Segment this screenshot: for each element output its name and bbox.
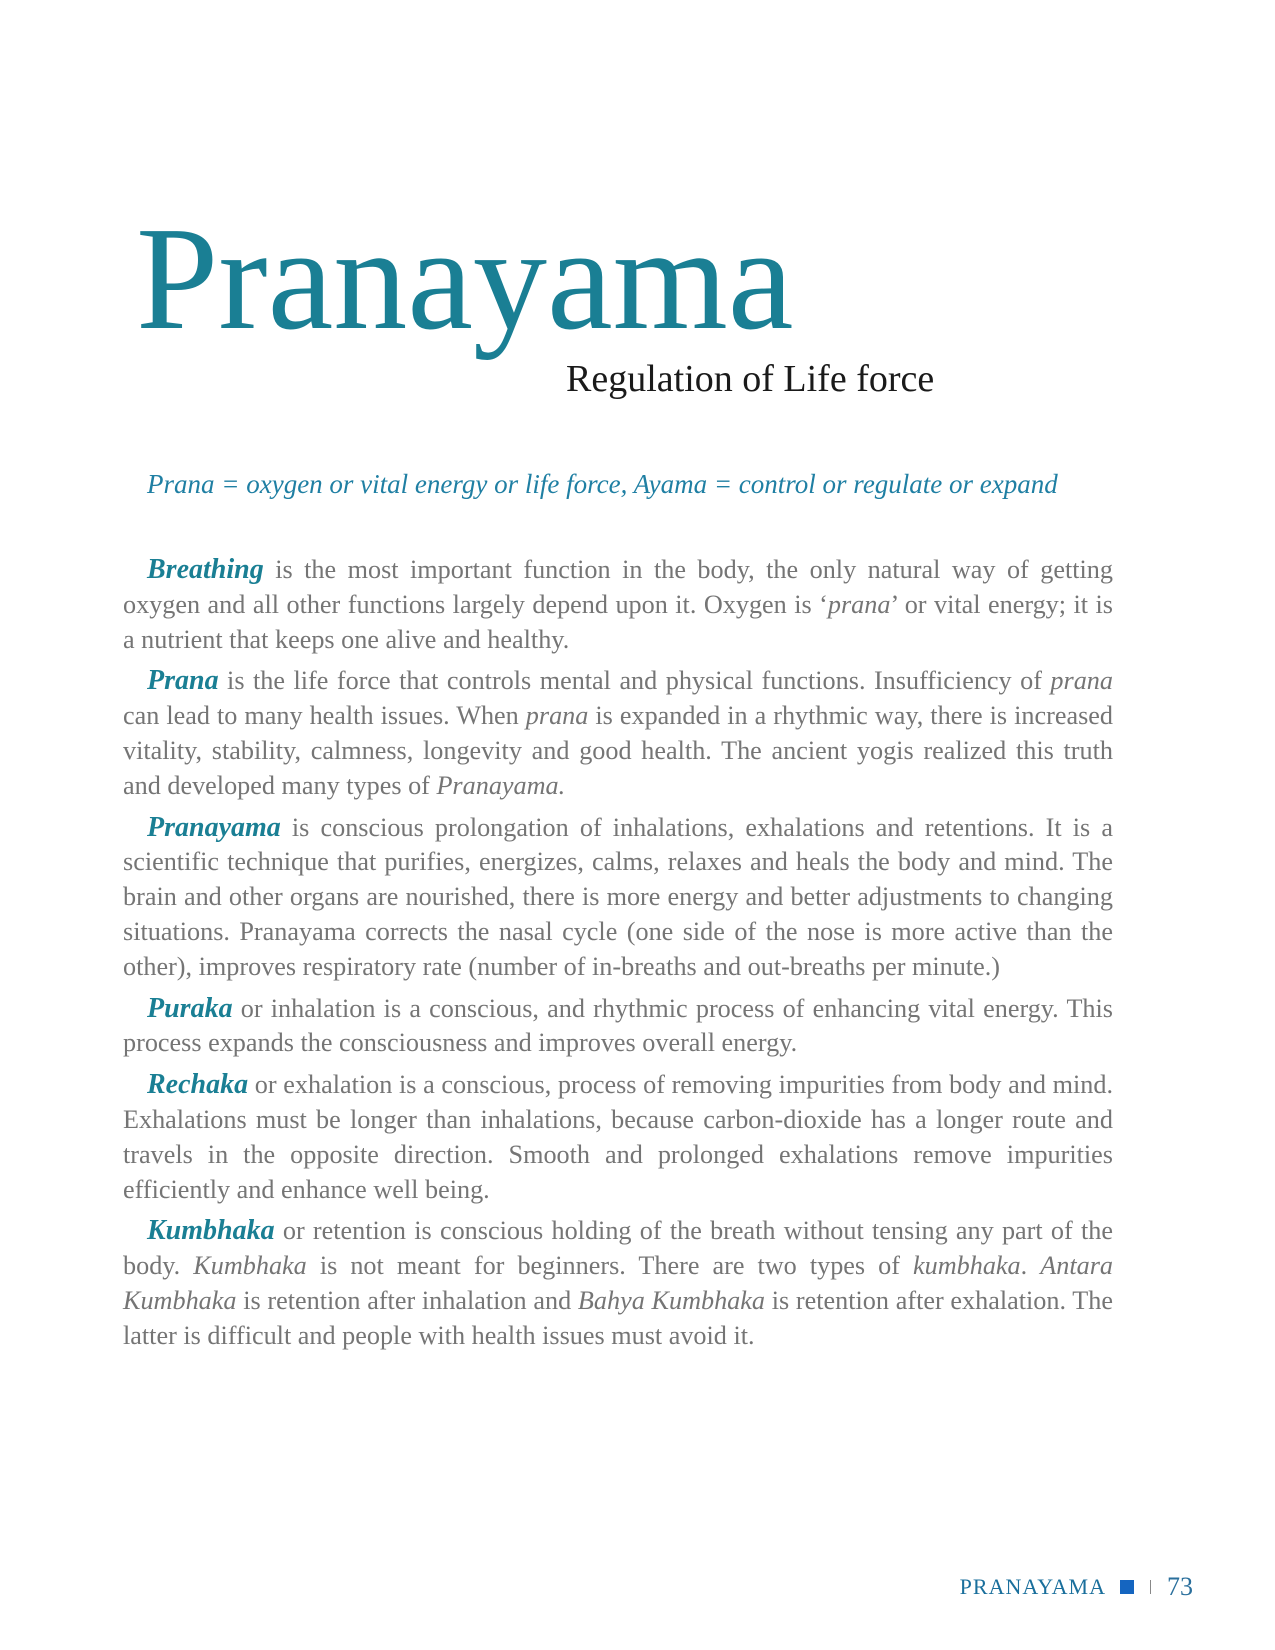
- paragraph-pranayama: [123, 811, 1113, 985]
- italic-segment: Pranayama.: [436, 770, 566, 800]
- footer-section-label: PRANAYAMA: [959, 1574, 1106, 1599]
- square-marker-icon: [1120, 1580, 1134, 1594]
- text-segment: can lead to many health issues. When: [123, 701, 526, 731]
- page-subtitle: Regulation of Life force: [566, 358, 935, 400]
- text-segment: or retention is conscious holding of the breath without tensing any part of the body.: [123, 1216, 1113, 1281]
- text-segment: ’ or vital energy; it is a nutrient that keeps one alive and healthy.: [123, 589, 1113, 654]
- text-segment: is the most important function in the body, the only natural way of getting oxygen and all other functions largely depend upon it. Oxygen is ‘: [123, 555, 1113, 619]
- italic-segment: prana: [525, 701, 589, 731]
- italic-segment: Kumbhaka: [193, 1251, 307, 1281]
- italic-segment: prana: [1050, 666, 1113, 696]
- text-segment: or inhalation is a conscious, and rhythmic process of enhancing vital energy. This process expands the consciousness and improves overall energy.: [123, 993, 1113, 1058]
- text-segment: or exhalation is a conscious, process of removing impurities from body and mind. Exhalations must be longer than inhalations, because carbon-dioxide has a longer route and travels in the opposite direction. Smooth and prolonged exhalations remove impurities efficiently and enhance well being.: [123, 1070, 1113, 1204]
- footer-divider: [1150, 1580, 1151, 1594]
- italic-segment: kumbhaka: [913, 1251, 1021, 1281]
- term-kumbhaka: Kumbhaka: [147, 1215, 275, 1247]
- paragraph-kumbhaka: [123, 1214, 1113, 1353]
- term-rechaka: Rechaka: [147, 1069, 249, 1101]
- italic-segment: prana: [827, 589, 891, 619]
- text-segment: is retention after inhalation and: [236, 1285, 578, 1315]
- term-pranayama: Pranayama: [147, 811, 281, 843]
- text-segment: is expanded in a rhythmic way, there is increased vitality, stability, calmness, longevity and good health. The ancient yogis realized this truth and developed many types of: [123, 701, 1113, 800]
- paragraph-rechaka: [123, 1068, 1113, 1207]
- italic-segment: Antara Kumbhaka: [123, 1251, 1113, 1315]
- text-segment: is conscious prolongation of inhalations, exhalations and retentions. It is a scientific technique that purifies, energizes, calms, relaxes and heals the body and mind. The brain and other organs are nourished, there is more energy and better adjustments to changing situations. Pranayama corrects the nasal cycle (one side of the nose is more active than the other), improves respiratory rate (number of in-breaths and out-breaths per minute.): [123, 812, 1113, 981]
- term-puraka: Puraka: [147, 992, 233, 1024]
- italic-segment: Bahya Kumbhaka: [577, 1285, 765, 1315]
- page-title: Pranayama: [136, 197, 794, 361]
- definition-tagline: Prana = oxygen or vital energy or life force, Ayama = control or regulate or expand: [147, 469, 1058, 499]
- term-breathing: Breathing: [147, 554, 264, 585]
- body-text: [123, 553, 1113, 1361]
- text-segment: is not meant for beginners. There are two types of: [306, 1251, 914, 1281]
- term-prana: Prana: [147, 665, 219, 697]
- text-segment: .: [1020, 1251, 1041, 1281]
- page-footer: [960, 1572, 1193, 1602]
- paragraph-puraka: [123, 992, 1113, 1062]
- page-number: 73: [1167, 1572, 1193, 1601]
- paragraph-prana: [123, 664, 1113, 803]
- text-segment: is the life force that controls mental and physical functions. Insufficiency of: [218, 666, 1051, 696]
- paragraph-breathing: [123, 553, 1113, 657]
- text-segment: is retention after exhalation. The latter is difficult and people with health issues must avoid it.: [123, 1285, 1113, 1350]
